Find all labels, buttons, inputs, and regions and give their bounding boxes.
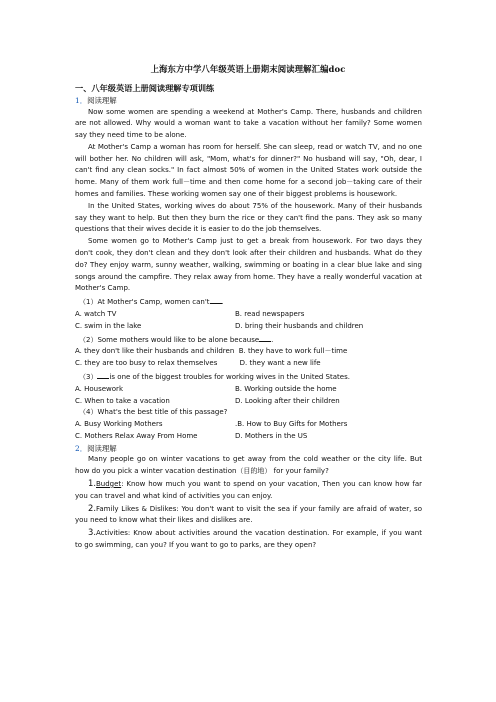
option-b: .B. How to Buy Gifts for Mothers (235, 420, 348, 429)
question-stem-tail: is one of the biggest troubles for working wives in the United States. (109, 373, 350, 382)
option-a: A. they don't like their husbands and children (75, 347, 235, 356)
question-stem-tail: . (271, 335, 274, 344)
passage-1-paragraph: Some women go to Mother's Camp just to get a break from housework. For two days they don't cook, they don't clean and they don't look after their children and husbands. What do they do? They enjoy warm, sunny weather, walking, swimming or boating in a clear blue lake and sing songs around the campfire. They relax away from home. They have a really wonderful vacation at Mother's Camp. (75, 237, 422, 293)
option-b: B. read newspapers (235, 310, 305, 319)
item-number: 3. (88, 527, 96, 538)
options-row (75, 431, 422, 443)
option-a: A. Housework (75, 384, 123, 393)
passage-1-number: 1． (75, 96, 88, 105)
item-text: : Know how much you want to spend on your vacation, Then you can know how far you can travel and what kind of activities you can enjoy. (75, 479, 422, 500)
options-row (75, 419, 422, 431)
item-text: Family Likes & Dislikes: You don't want to visit the sea if your family are afraid of water, so you need to know what their likes and dislikes are. (75, 504, 422, 525)
item-number: 2. (88, 502, 96, 513)
question-2-stem (75, 333, 422, 347)
options-row (75, 346, 422, 358)
document-body (75, 82, 422, 552)
option-c: C. they are too busy to relax themselves (75, 359, 218, 368)
question-stem-text: （4）What's the best title of this passage? (79, 408, 228, 417)
option-b: B. they have to work full－time (238, 347, 348, 356)
answer-blank (259, 333, 274, 344)
answer-blank (97, 370, 109, 379)
item-number: 1. (88, 477, 96, 488)
option-c: C. Mothers Relax Away From Home (75, 432, 198, 441)
options-row (75, 321, 422, 333)
section-heading: 一、八年级英语上册阅读理解专项训练 (75, 83, 215, 93)
passage-1-paragraph: In the United States, working wives do about 75% of the housework. Many of their husbands say they want to help. But then they burn the rice or they can't find the pans. They ask so many questions that their wives decide it is easier to do the job themselves. (75, 201, 422, 234)
option-a: A. watch TV (75, 310, 117, 319)
item-term: Budget (96, 479, 122, 488)
option-c: C. When to take a vacation (75, 396, 170, 405)
passage-2-item (75, 503, 422, 528)
question-3-stem (75, 370, 422, 384)
option-d: D. they want a new life (239, 359, 321, 368)
question-stem-text: （2）Some mothers would like to be alone because (79, 335, 260, 344)
question-stem-tail: . (221, 298, 224, 307)
options-row (75, 358, 422, 370)
passage-2-number: 2． (75, 443, 88, 453)
question-1-stem (75, 295, 422, 309)
item-text: Activities: Know about activities around the vacation destination. For example, if you want to go swimming, can you? If you want to go to parks, are they open? (75, 529, 422, 549)
passage-2-heading (75, 443, 422, 455)
passage-2-item (75, 527, 422, 552)
answer-blank (210, 295, 224, 307)
passage-1-heading (75, 95, 422, 107)
question-4-stem (75, 407, 422, 419)
option-d: D. Mothers in the US (235, 432, 308, 441)
options-row (75, 384, 422, 396)
passage-1-paragraph: Now some women are spending a weekend at Mother's Camp. There, husbands and children are not allowed. Why would a woman want to take a vacation without her family? Some women say they need time to be alone. (75, 107, 422, 140)
option-d: D. bring their husbands and children (235, 321, 364, 330)
question-stem-text: （3） (79, 373, 98, 382)
passage-2-intro: Many people go on winter vacations to get away from the cold weather or the city life. But how do you pick a winter vacation destination（目的地） for your family? (75, 455, 422, 476)
option-a: A. Busy Working Mothers (75, 420, 163, 429)
passage-2-label: 阅读理解 (87, 443, 117, 453)
option-d: D. Looking after their children (235, 396, 340, 405)
question-stem-text: （1）At Mother's Camp, women can't (79, 298, 210, 307)
passage-1-label: 阅读理解 (87, 96, 117, 105)
options-row (75, 309, 422, 321)
option-b: B. Working outside the home (235, 384, 337, 393)
option-c: C. swim in the lake (75, 321, 142, 330)
options-row (75, 396, 422, 408)
passage-1-paragraph: At Mother's Camp a woman has room for herself. She can sleep, read or watch TV, and no one will bother her. No children will ask, "Mom, what's for dinner?" No husband will say, "Oh, dear, I can't find any clean socks." In fact almost 50% of women in the United States work outside the home. Many of them work full－time and then come home for a second job－taking care of their homes and families. These working women say one of their biggest problems is housework. (75, 142, 422, 199)
document-title: 上海东方中学八年级英语上册期末阅读理解汇编doc (150, 64, 346, 74)
passage-2-item (75, 478, 422, 503)
